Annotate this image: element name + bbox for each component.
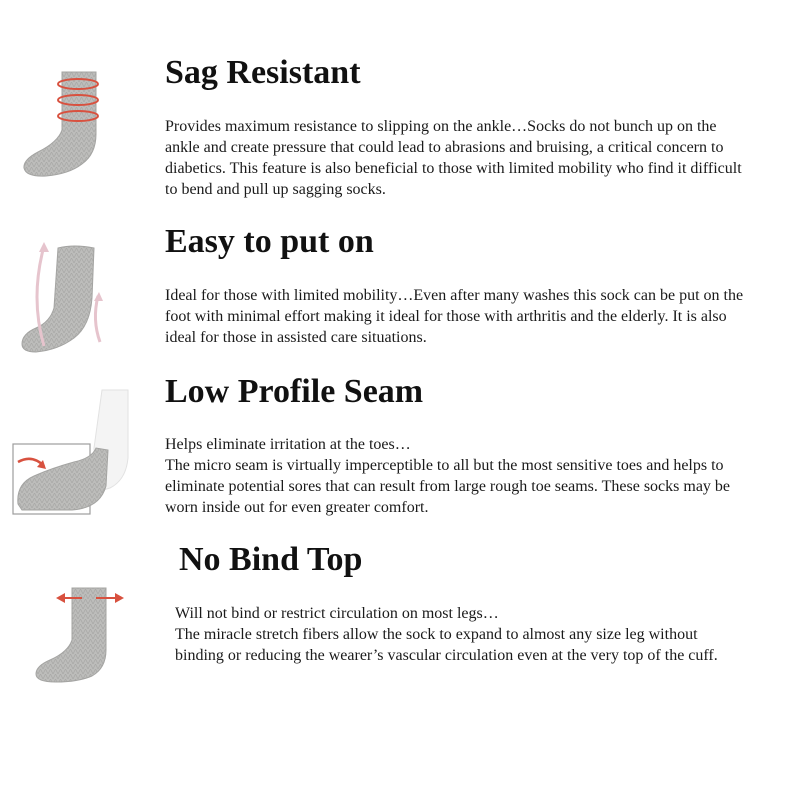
- feature-sag-resistant: [0, 0, 793, 200]
- feature-paragraph: Helps eliminate irritation at the toes…: [165, 436, 411, 453]
- sock-stretch-top-icon: [28, 584, 138, 694]
- feature-title: Easy to put on: [165, 223, 374, 260]
- feature-no-bind-top: [0, 530, 793, 700]
- feature-title: No Bind Top: [179, 541, 363, 578]
- sock-toe-seam-icon: [12, 388, 132, 518]
- feature-title: Low Profile Seam: [165, 373, 424, 410]
- sock-compression-rings-icon: [14, 62, 124, 182]
- sock-pull-on-arrows-icon: [14, 238, 124, 358]
- feature-description: [165, 116, 755, 200]
- feature-paragraph: The miracle stretch fibers allow the sock to expand to almost any size leg without binding or reducing the wearer’s vascular circulation even at the very top of the cuff.: [175, 626, 718, 664]
- feature-description: [165, 434, 755, 518]
- feature-paragraph: Will not bind or restrict circulation on most legs…: [175, 605, 499, 622]
- feature-title: Sag Resistant: [165, 54, 361, 91]
- feature-description: [175, 603, 745, 666]
- feature-paragraph: The micro seam is virtually imperceptible to all but the most sensitive toes and helps to eliminate potential sores that can result from large rough toe seams. These socks may be worn inside out for even greater comfort.: [165, 457, 731, 516]
- feature-description: [165, 285, 755, 348]
- feature-easy-to-put-on: [0, 200, 793, 370]
- feature-paragraph: Ideal for those with limited mobility…Even after many washes this sock can be put on the foot with minimal effort making it ideal for those with arthritis and the elderly. It is also ideal for those in assisted care situations.: [165, 287, 744, 346]
- feature-low-profile-seam: [0, 370, 793, 530]
- feature-paragraph: Provides maximum resistance to slipping on the ankle…Socks do not bunch up on the ankle and create pressure that could lead to abrasions and bruising, a critical concern to diabetics. This feature is also beneficial to those with limited mobility who find it difficult to bend and pull up sagging socks.: [165, 118, 742, 198]
